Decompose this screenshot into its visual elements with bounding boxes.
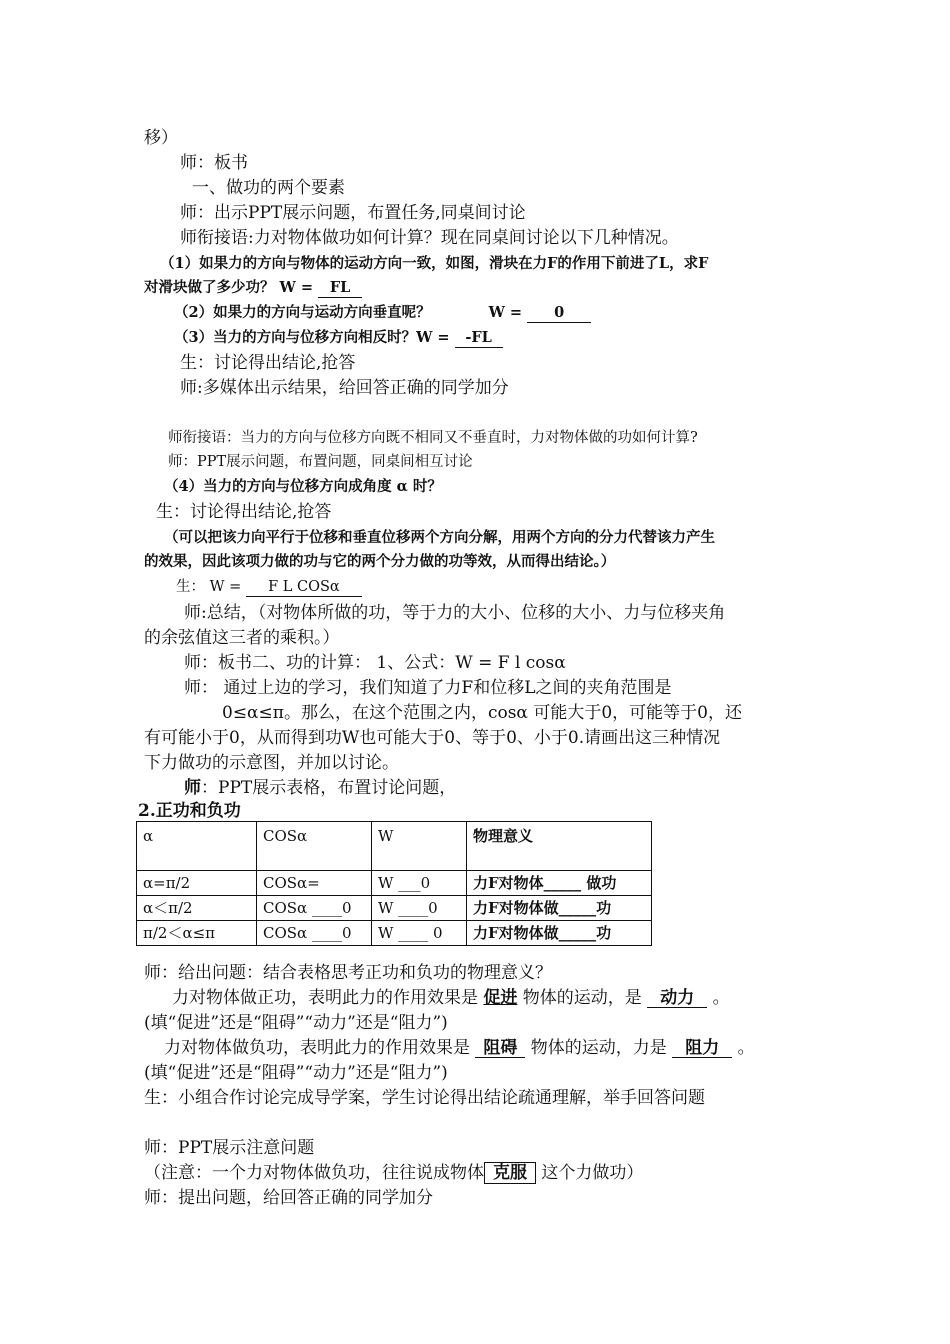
data-table: [136, 821, 652, 946]
table-cell: COSα ____0: [257, 896, 372, 921]
table-cell: W ____ 0: [372, 921, 467, 946]
answer-blank: F L COSα: [246, 578, 362, 597]
text-line: 师：出示PPT展示问题，布置任务,同桌间讨论: [180, 203, 526, 223]
table-cell: 力F对物体做_____功: [467, 921, 652, 946]
text: 生： W =: [176, 579, 246, 595]
text: ：PPT展示表格，布置讨论问题，: [201, 778, 457, 798]
answer-fill: 阻碍: [475, 1039, 525, 1058]
text: 。: [732, 1038, 755, 1058]
answer-fill: 促进: [483, 988, 518, 1008]
text-line: 师： 通过上边的学习，我们知道了力F和位移L之间的夹角范围是: [184, 678, 672, 698]
text-line: 师:多媒体出示结果，给回答正确的同学加分: [180, 378, 509, 398]
question-1-cont: [144, 277, 362, 299]
text-line: 的余弦值这三者的乘积。）: [144, 628, 340, 648]
question-2: [174, 302, 591, 324]
table-row: [137, 896, 652, 921]
table-header-cell: COSα: [257, 822, 372, 871]
subsection-heading: 2.正功和负功: [138, 801, 241, 821]
text: 力对物体做负功，表明此力的作用效果是: [164, 1038, 476, 1058]
text: （3）当力的方向与位移方向相反时？W =: [174, 329, 455, 346]
text: 这个力做功）: [536, 1163, 644, 1183]
table-cell: π/2＜α≤π: [137, 921, 257, 946]
answer-blank: -FL: [455, 329, 503, 348]
table-cell: α＜π/2: [137, 896, 257, 921]
table-cell: W ___0: [372, 871, 467, 896]
text-line: [172, 987, 730, 1009]
text-line: 0≤α≤π。那么，在这个范围之内，cosα 可能大于0，可能等于0，还: [222, 703, 742, 723]
text-line: 下力做功的示意图，并加以讨论。: [144, 753, 399, 773]
text-line: 生：小组合作讨论完成导学案，学生讨论得出结论疏通理解，举手回答问题: [144, 1088, 705, 1108]
answer-fill: 动力: [647, 989, 707, 1008]
text-line: 师:总结，（对物体所做的功，等于力的大小、位移的大小、力与位移夹角: [184, 603, 726, 623]
text-line: 师：PPT展示注意问题: [144, 1138, 315, 1158]
table-cell: W ____0: [372, 896, 467, 921]
table-row: [137, 871, 652, 896]
text-line: 生：讨论得出结论,抢答: [180, 353, 356, 373]
table-header-cell: α: [137, 822, 257, 871]
text: （2）如果力的方向与运动方向垂直呢？: [174, 304, 431, 321]
text-line: 师：PPT展示问题，布置问题，同桌间相互讨论: [168, 454, 473, 470]
section-heading: 一、做功的两个要素: [192, 178, 345, 198]
explanation-cont: 的效果，因此该项力做的功与它的两个分力做的功等效，从而得出结论。）: [144, 553, 616, 570]
text: 师: [184, 778, 201, 798]
text-line: 师衔接语：当力的方向与位移方向既不相同又不垂直时，力对物体做的功如何计算?: [168, 430, 698, 446]
table-cell: COSα ____0: [257, 921, 372, 946]
text-line: 师：给出问题：结合表格思考正功和负功的物理意义？: [144, 963, 552, 983]
text-line: 师衔接语:力对物体做功如何计算？现在同桌间讨论以下几种情况。: [180, 228, 679, 248]
question-4: （4）当力的方向与位移方向成角度 α 时？: [164, 478, 442, 495]
table-header-row: [137, 822, 652, 871]
table-header-cell: W: [372, 822, 467, 871]
formula-answer: [176, 576, 362, 598]
text: 力对物体做正功，表明此力的作用效果是: [172, 988, 484, 1008]
text: 对滑块做了多少功？ W =: [144, 279, 319, 296]
text-line: 师：板书二、功的计算： 1、公式：W = F l cosα: [184, 653, 566, 673]
text: 物体的运动，是: [517, 988, 648, 1008]
table-cell: 力F对物体_____ 做功: [467, 871, 652, 896]
text-line: 有可能小于0，从而得到功W也可能大于0、等于0、小于0.请画出这三种情况: [144, 728, 721, 748]
table-cell: COSα=: [257, 871, 372, 896]
table-row: [137, 921, 652, 946]
text-line: [164, 1037, 755, 1059]
answer-fill: 阻力: [672, 1039, 732, 1058]
table-header-cell: 物理意义: [467, 822, 652, 871]
text: （注意：一个力对物体做负功，往往说成物体: [144, 1163, 484, 1183]
text-line: 师：提出问题，给回答正确的同学加分: [144, 1188, 433, 1208]
answer-blank: 0: [527, 304, 591, 323]
explanation: （可以把该力向平行于位移和垂直位移两个方向分解，用两个方向的分力代替该力产生: [164, 529, 715, 546]
table-cell: 力F对物体做_____功: [467, 896, 652, 921]
text-line: 师：板书: [180, 153, 248, 173]
text-line: [144, 1162, 643, 1184]
answer-blank: FL: [318, 279, 362, 298]
question-3: [174, 327, 503, 349]
text: 物体的运动，力是: [525, 1038, 673, 1058]
text-line: [184, 777, 456, 799]
table-cell: α=π/2: [137, 871, 257, 896]
text-line: 生：讨论得出结论,抢答: [156, 502, 332, 522]
answer-box: 克服: [484, 1162, 536, 1184]
text: W =: [488, 304, 528, 321]
text-line: (填“促进”还是“阻碍”“动力”还是“阻力”): [144, 1013, 448, 1033]
text-line: 移）: [144, 128, 178, 148]
text: 。: [707, 988, 730, 1008]
question-1: （1）如果力的方向与物体的运动方向一致，如图，滑块在力F的作用下前进了L，求F: [160, 255, 709, 272]
text-line: (填“促进”还是“阻碍”“动力”还是“阻力”): [144, 1063, 448, 1083]
